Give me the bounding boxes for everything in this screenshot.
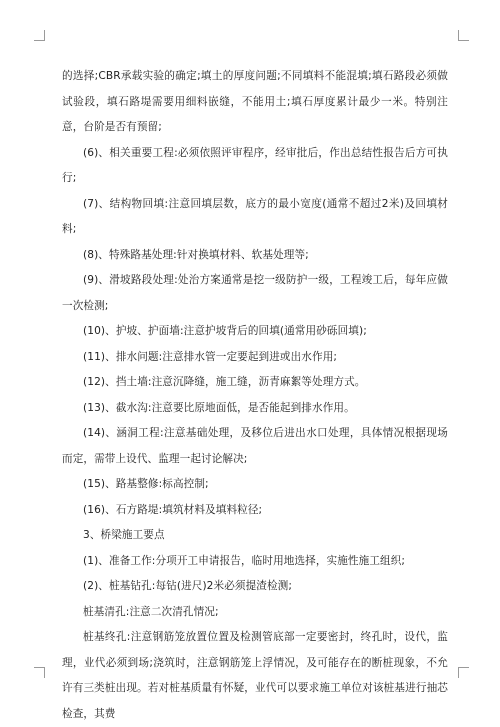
crop-mark-bottom-right [458,667,469,678]
paragraph: (11)、排水问题:注意排水管一定要起到进或出水作用; [83,350,338,363]
paragraph: (16)、石方路堤:填筑材料及填料粒径; [83,503,263,516]
document-body [62,64,448,727]
paragraph: (10)、护坡、护面墙:注意护坡背后的回填(通常用砂砾回填); [83,325,367,337]
paragraph: 桩基清孔:注意二次清孔情况; [83,605,219,618]
paragraph: (13)、截水沟:注意要比原地面低，是否能起到排水作用。 [83,401,355,414]
paragraph: (12)、挡土墙:注意沉降缝，施工缝，沥青麻絮等处理方式。 [83,376,366,388]
paragraph: (6)、相关重要工程:必须依照评审程序，经审批后，作出总结性报告后方可执行; [62,146,448,184]
paragraph: (1)、准备工作:分项开工申请报告，临时用地选择，实施性施工组织; [83,554,406,567]
paragraph: (2)、桩基钻孔:每钻(进尺)2米必须提渣检测; [83,580,293,592]
paragraph: (9)、滑坡路段处理:处治方案通常是挖一级防护一级，工程竣工后，每年应做一次检测; [62,274,448,312]
paragraph: 的选择;CBR承载实验的确定;填土的厚度问题;不同填料不能混填;填石路段必须做试验段，填石路堤需要用细料嵌缝，不能用土;填石厚度累计最少一米。特别注意，台阶是否有预留; [62,70,448,133]
section-heading: 3、桥梁施工要点 [83,529,165,541]
paragraph: (7)、结构物回填:注意回填层数，底方的最小宽度(通常不超过2米)及回填材料; [62,197,448,235]
paragraph: (14)、涵洞工程:注意基础处理，及移位后进出水口处理，具体情况根据现场而定，需带上设代、监理一起讨论解决; [62,427,448,465]
paragraph: 桩基终孔:注意钢筋笼放置位置及检测管底部一定要密封，终孔时，设代，监理，业代必须到场;浇筑时，注意钢筋笼上浮情况，及可能存在的断桩现象，不允许有三类桩出现。若对桩基质量有怀疑，业代可以要求施工单位对该桩基进行抽芯检查，其费 [62,631,448,720]
crop-mark-top-right [458,30,469,41]
crop-mark-top-left [34,30,45,41]
paragraph: (8)、特殊路基处理:针对换填材料、软基处理等; [83,248,309,261]
paragraph: (15)、路基整修:标高控制; [83,478,209,490]
crop-mark-bottom-left [34,667,45,678]
